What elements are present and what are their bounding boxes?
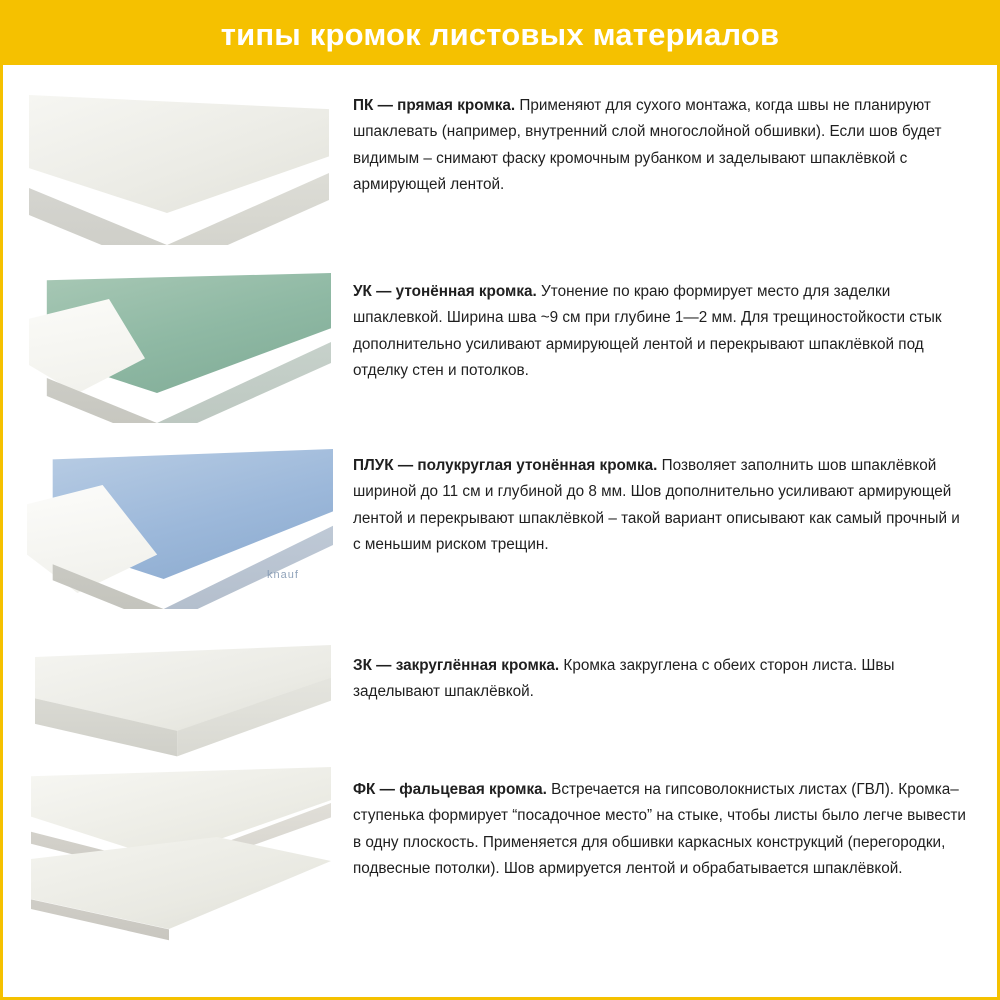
item-term: ЗК — закруглённая кромка.	[353, 657, 560, 674]
rounded-edge-board-photo	[21, 639, 341, 763]
page-title: типы кромок листовых материалов	[220, 16, 780, 52]
list-item	[3, 439, 997, 639]
list-item	[3, 79, 997, 265]
item-term: ПК — прямая кромка.	[353, 97, 516, 114]
tapered-edge-board-photo	[21, 265, 341, 439]
list-item	[3, 763, 997, 959]
brand-watermark: knauf	[267, 569, 299, 581]
item-text: Позволяет заполнить шов шпаклёвкой шириной до 11 см и глубиной до 8 мм. Шов дополнительно усиливают армирующей лентой и перекрывают шпаклёвкой – такой вариант описывают как самый прочный и с меньшим риском трещин.	[353, 457, 960, 553]
item-description	[341, 439, 971, 558]
item-text: Применяют для сухого монтажа, когда швы не планируют шпаклевать (например, внутренний слой многослойной обшивки). Если шов будет видимым – снимают фаску кромочным рубанком и заделывают шпаклёвкой с армирующей лентой.	[353, 97, 942, 193]
item-description	[341, 265, 971, 384]
item-description	[341, 79, 971, 198]
item-text: Утонение по краю формирует место для заделки шпаклевкой. Ширина шва ~9 см при глубине 1—2 мм. Для трещиностойкости стык дополнительно усиливают армирующей лентой и перекрывают шпаклёвкой под отделку стен и потолков.	[353, 283, 942, 379]
item-description	[341, 763, 971, 882]
folded-edge-board-photo	[21, 763, 341, 959]
item-text: Кромка закруглена с обеих сторон листа. Швы заделывают шпаклёвкой.	[353, 657, 895, 701]
page-header	[3, 3, 997, 65]
item-term: УК — утонённая кромка.	[353, 283, 537, 300]
semicircular-tapered-edge-board-photo	[21, 439, 341, 639]
edge-types-list	[3, 65, 997, 959]
list-item	[3, 639, 997, 763]
item-description	[341, 639, 971, 706]
list-item	[3, 265, 997, 439]
straight-edge-board-photo	[21, 79, 341, 265]
item-term: ПЛУК — полукруглая утонённая кромка.	[353, 457, 658, 474]
item-term: ФК — фальцевая кромка.	[353, 781, 547, 798]
item-text: Встречается на гипсоволокнистых листах (ГВЛ). Кромка–ступенька формирует “посадочное место” на стыке, чтобы листы было легче вывести в одну плоскость. Применяется для обшивки каркасных конструкций (перегородки, подвесные потолки). Шов армируется лентой и обрабатывается шпаклёвкой.	[353, 781, 966, 877]
